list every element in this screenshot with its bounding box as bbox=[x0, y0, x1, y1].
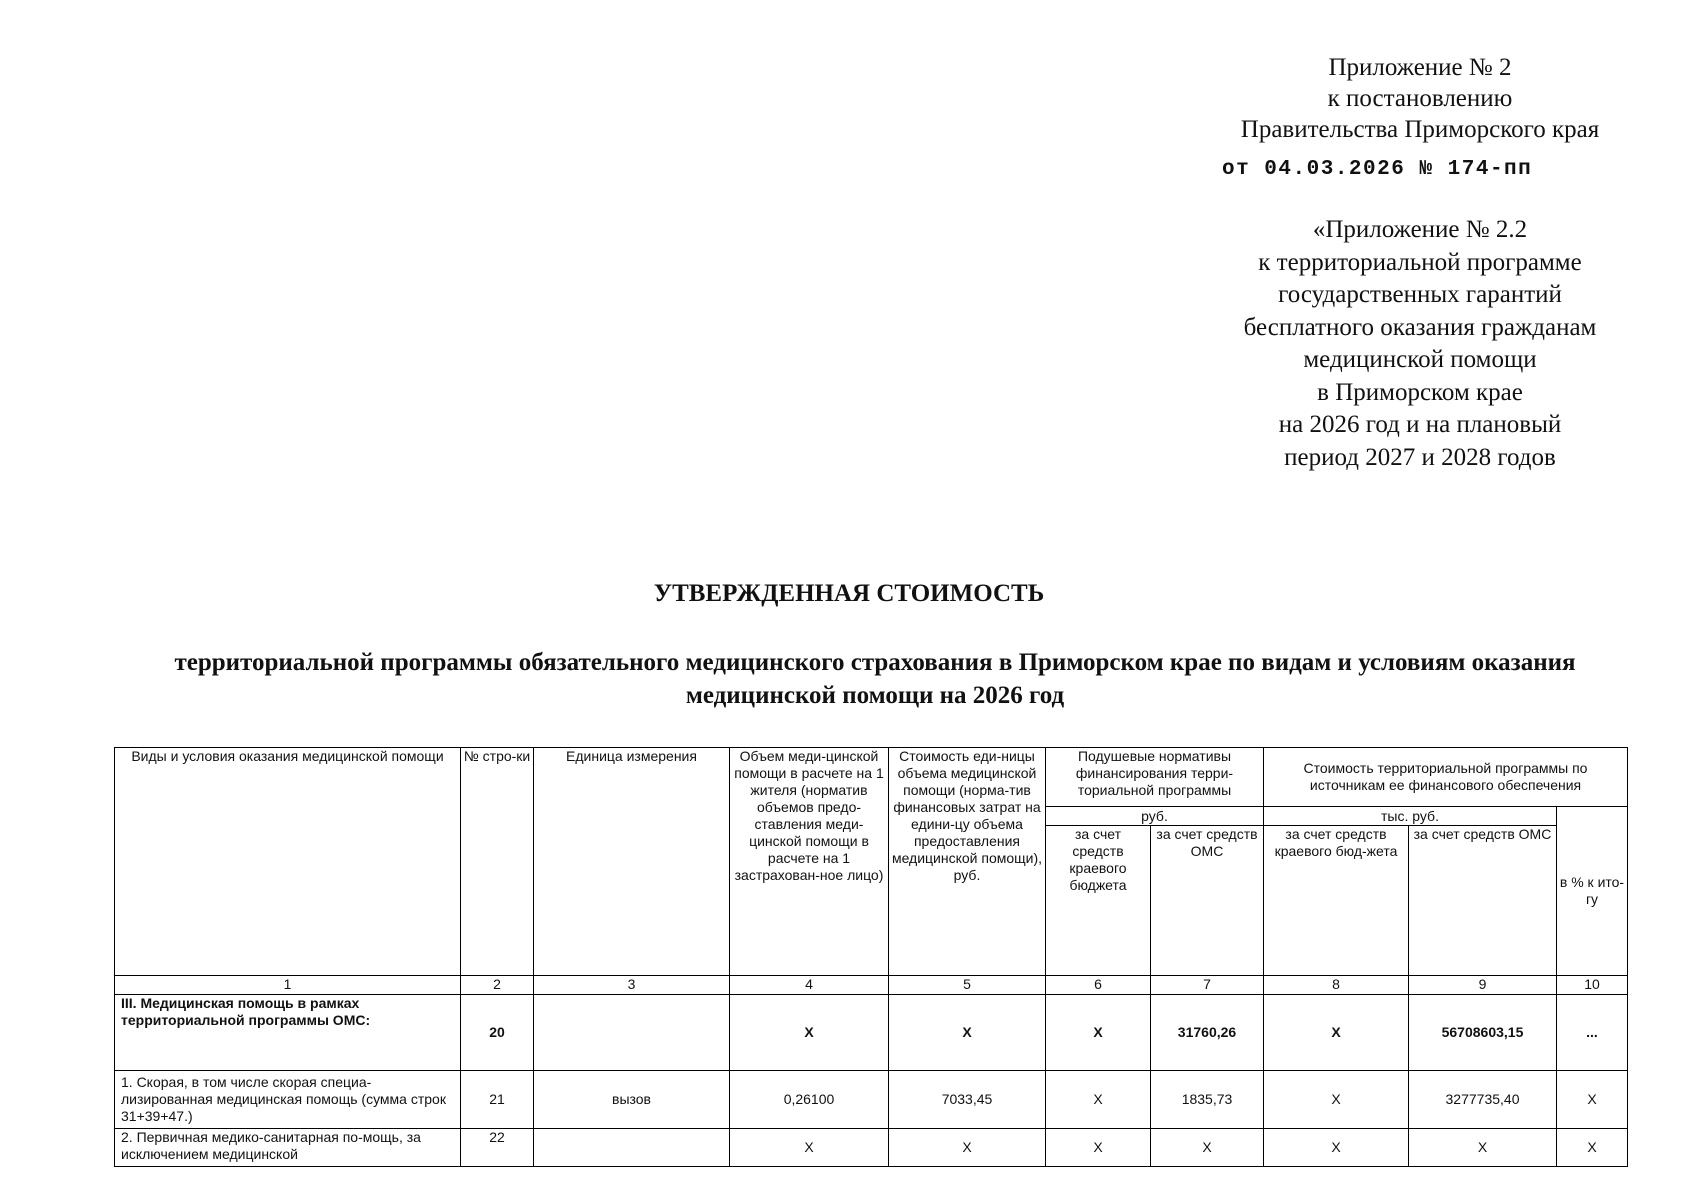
column-number: 3 bbox=[534, 976, 730, 995]
row-unit-cost: Х bbox=[889, 995, 1046, 1071]
header-cost-unit: тыс. руб. bbox=[1264, 807, 1557, 826]
row-per-capita-oms: Х bbox=[1151, 1129, 1264, 1167]
row-unit bbox=[534, 1129, 730, 1167]
header-per-capita-unit: руб. bbox=[1046, 807, 1264, 826]
row-cost-oms: 3277735,40 bbox=[1409, 1071, 1557, 1129]
program-appendix-header bbox=[1160, 214, 1680, 474]
column-number: 6 bbox=[1046, 976, 1151, 995]
cost-table bbox=[114, 747, 1628, 1167]
header-cost-budget: за счет средств краевого бюд-жета bbox=[1264, 826, 1409, 976]
column-number: 1 bbox=[115, 976, 461, 995]
row-per-capita-budget: Х bbox=[1046, 995, 1151, 1071]
row-unit-cost: 7033,45 bbox=[889, 1071, 1046, 1129]
row-cost-oms: 56708603,15 bbox=[1409, 995, 1557, 1071]
header-line-number: № стро-ки bbox=[461, 748, 534, 976]
row-cost-oms: Х bbox=[1409, 1129, 1557, 1167]
decree-reference: от 04.03.2026 № 174-пп bbox=[1222, 158, 1533, 181]
header-unit-cost: Стоимость еди-ницы объема медицинской помощи (норма-тив финансовых затрат на едини-цу объема предоставления медицинской помощи), руб. bbox=[889, 748, 1046, 976]
appendix-line: к постановлению bbox=[1327, 85, 1513, 112]
row-percent: Х bbox=[1557, 1071, 1628, 1129]
appendix-header bbox=[1160, 52, 1680, 145]
program-appendix-line: «Приложение № 2.2 bbox=[1312, 216, 1528, 243]
column-number: 4 bbox=[730, 976, 889, 995]
program-appendix-line: к территориальной программе bbox=[1258, 248, 1582, 276]
row-unit: вызов bbox=[534, 1071, 730, 1129]
program-appendix-line: в Приморском крае bbox=[1317, 378, 1523, 406]
row-line-number: 20 bbox=[461, 995, 534, 1071]
appendix-line: Приложение № 2 bbox=[1328, 54, 1512, 81]
row-percent: Х bbox=[1557, 1129, 1628, 1167]
header-per-capita-oms: за счет средств ОМС bbox=[1151, 826, 1264, 976]
header-percent: в % к ито-гу bbox=[1557, 807, 1628, 976]
row-volume: Х bbox=[730, 995, 889, 1071]
document-subtitle: территориальной программы обязательного медицинского страхования в Приморском крае по видам и условиям оказания медицинской помощи на 2026 год bbox=[174, 649, 1576, 709]
column-number-row bbox=[115, 976, 1628, 995]
header-unit: Единица измерения bbox=[534, 748, 730, 976]
table-row bbox=[115, 1129, 1628, 1167]
program-appendix-line: государственных гарантий bbox=[1278, 281, 1562, 308]
row-volume: 0,26100 bbox=[730, 1071, 889, 1129]
row-per-capita-budget: Х bbox=[1046, 1071, 1151, 1129]
row-cost-budget: Х bbox=[1264, 995, 1409, 1071]
column-number: 9 bbox=[1409, 976, 1557, 995]
row-care-type: 2. Первичная медико-санитарная по-мощь, за исключением медицинской bbox=[115, 1129, 461, 1167]
appendix-line: Правительства Приморского края bbox=[1240, 116, 1600, 143]
program-appendix-line: на 2026 год и на плановый bbox=[1278, 411, 1562, 438]
column-number: 7 bbox=[1151, 976, 1264, 995]
header-per-capita-group: Подушевые нормативы финансирования терри-ториальной программы bbox=[1046, 748, 1264, 807]
column-number: 8 bbox=[1264, 976, 1409, 995]
row-line-number: 22 bbox=[461, 1129, 534, 1167]
row-per-capita-oms: 1835,73 bbox=[1151, 1071, 1264, 1129]
row-unit-cost: Х bbox=[889, 1129, 1046, 1167]
column-number: 2 bbox=[461, 976, 534, 995]
header-care-type: Виды и условия оказания медицинской помощи bbox=[115, 748, 461, 976]
row-percent: ... bbox=[1557, 995, 1628, 1071]
header-cost-oms: за счет средств ОМС bbox=[1409, 826, 1557, 976]
header-per-capita-budget: за счет средств краевого бюджета bbox=[1046, 826, 1151, 976]
header-cost-group: Стоимость территориальной программы по источникам ее финансового обеспечения bbox=[1264, 748, 1628, 807]
table-row bbox=[115, 1071, 1628, 1129]
program-appendix-line: медицинской помощи bbox=[1303, 346, 1537, 373]
row-line-number: 21 bbox=[461, 1071, 534, 1129]
table-row bbox=[115, 995, 1628, 1071]
row-cost-budget: Х bbox=[1264, 1071, 1409, 1129]
row-unit bbox=[534, 995, 730, 1071]
row-care-type: 1. Скорая, в том числе скорая специа-лизированная медицинская помощь (сумма строк 31+39+47.) bbox=[115, 1071, 461, 1129]
program-appendix-line: бесплатного оказания гражданам bbox=[1243, 313, 1597, 341]
program-appendix-line: период 2027 и 2028 годов bbox=[1284, 443, 1556, 471]
document-title: УТВЕРЖДЕННАЯ СТОИМОСТЬ bbox=[653, 580, 1045, 607]
column-number: 5 bbox=[889, 976, 1046, 995]
header-volume: Объем меди-цинской помощи в расчете на 1 жителя (норматив объемов предо-ставления меди-цинской помощи в расчете на 1 застрахован-ное лицо) bbox=[730, 748, 889, 976]
row-cost-budget: Х bbox=[1264, 1129, 1409, 1167]
column-number: 10 bbox=[1557, 976, 1628, 995]
row-volume: Х bbox=[730, 1129, 889, 1167]
row-per-capita-oms: 31760,26 bbox=[1151, 995, 1264, 1071]
row-care-type: III. Медицинская помощь в рамках территориальной программы ОМС: bbox=[115, 995, 461, 1071]
row-per-capita-budget: Х bbox=[1046, 1129, 1151, 1167]
